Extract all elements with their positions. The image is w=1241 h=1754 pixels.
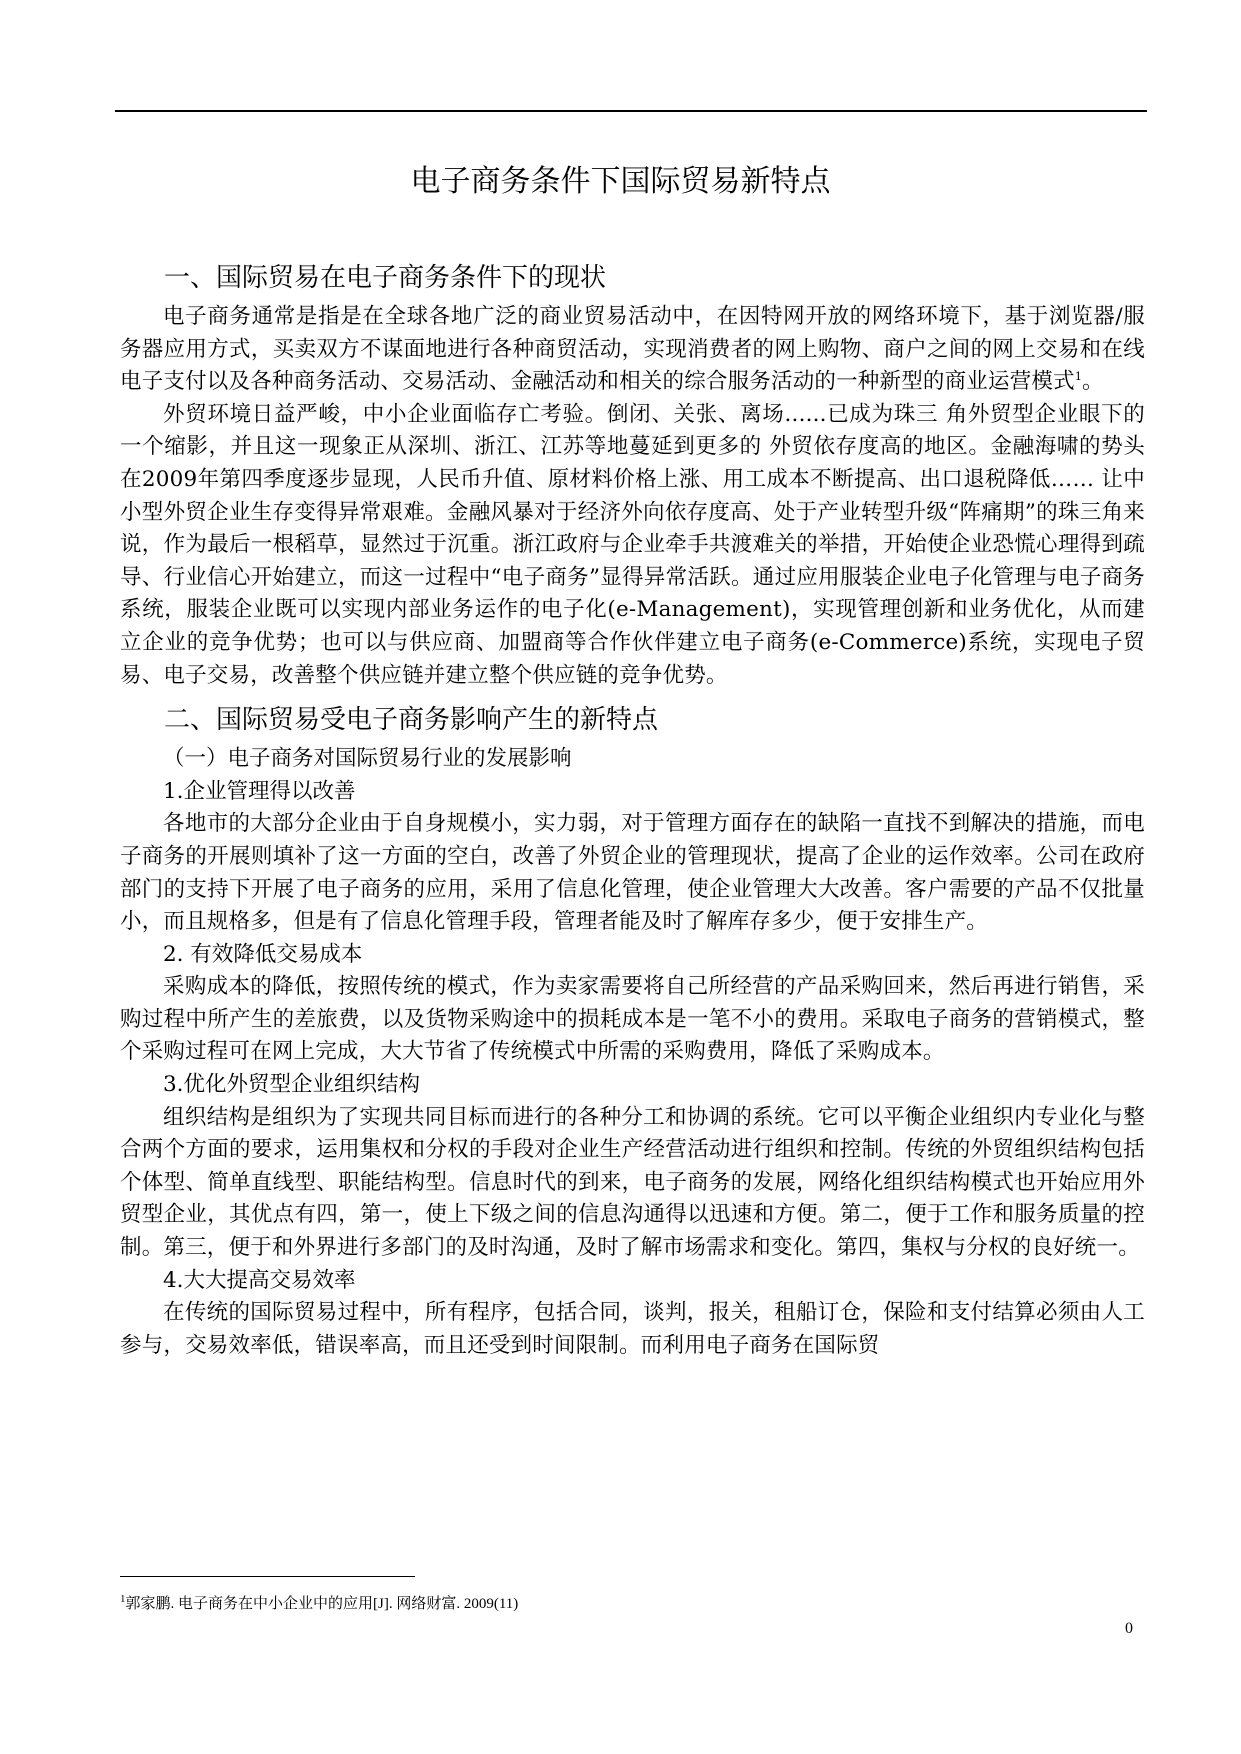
footnote — [120, 1594, 518, 1614]
paragraph-end: 。 — [1082, 369, 1104, 395]
document-title: 电子商务条件下国际贸易新特点 — [410, 164, 831, 199]
paragraph-text: 电子商务通常是指是在全球各地广泛的商业贸易活动中，在因特网开放的网络环境下，基于浏览器/服务器应用方式，买卖双方不谋面地进行各种商贸活动，实现消费者的网上购物、商户之间的网上交易和在线电子支付以及各种商务活动、交易活动、金融活动和相关的综合服务活动的一种新型的商业运营模式 — [120, 304, 1145, 395]
item-title: 3.优化外贸型企业组织结构 — [163, 1072, 421, 1098]
footnote-text: 郭家鹏. 电子商务在中小企业中的应用[J]. 网络财富. 2009(11) — [125, 1596, 519, 1612]
paragraph: 各地市的大部分企业由于自身规模小，实力弱，对于管理方面存在的缺陷一直找不到解决的措施，而电子商务的开展则填补了这一方面的空白，改善了外贸企业的管理现状，提高了企业的运作效率。公司在政府部门的支持下开展了电子商务的应用，采用了信息化管理，使企业管理大大改善。客户需要的产品不仅批量小，而且规格多，但是有了信息化管理手段，管理者能及时了解库存多少，便于安排生产。 — [120, 811, 1145, 935]
footnote-reference[interactable]: 1 — [1074, 370, 1083, 384]
item-title: 4.大大提高交易效率 — [163, 1267, 356, 1293]
paragraph: 外贸环境日益严峻，中小企业面临存亡考验。倒闭、关张、离场......已成为珠三 角外贸型企业眼下的一个缩影，并且这一现象正从深圳、浙江、江苏等地蔓延到更多的 外贸依存度高的地区。金融海啸的势头在2009年第四季度逐步显现，人民币升值、原材料价格上涨、用工成本不断提高、出口退税降低…… 让中小型外贸企业生存变得异常艰难。金融风暴对于经济外向依存度高、处于产业转型升级“阵痛期”的珠三角来说，作为最后一根稻草，显然过于沉重。浙江政府与企业牵手共渡难关的举措，开始使企业恐慌心理得到疏导、行业信心开始建立，而这一过程中“电子商务”显得异常活跃。通过应用服装企业电子化管理与电子商务系统，服装企业既可以实现内部业务运作的电子化(e-Management)，实现管理创新和业务优化，从而建立企业的竞争优势；也可以与供应商、加盟商等合作伙伴建立电子商务(e-Commerce)系统，实现电子贸易、电子交易，改善整个供应链并建立整个供应链的竞争优势。 — [120, 401, 1145, 688]
item-title: 2. 有效降低交易成本 — [163, 941, 363, 967]
header-rule — [115, 110, 1147, 112]
paragraph — [120, 301, 1145, 399]
paragraph: 采购成本的降低，按照传统的模式，作为卖家需要将自己所经营的产品采购回来，然后再进行销售，采购过程中所产生的差旅费，以及货物采购途中的损耗成本是一笔不小的费用。采取电子商务的营销模式，整个采购过程可在网上完成，大大节省了传统模式中所需的采购费用，降低了采购成本。 — [120, 974, 1145, 1065]
subsection-heading: （一）电子商务对国际贸易行业的发展影响 — [163, 746, 572, 772]
paragraph: 在传统的国际贸易过程中，所有程序，包括合同，谈判，报关，租船订仓，保险和支付结算必须由人工参与，交易效率低，错误率高，而且还受到时间限制。而利用电子商务在国际贸 — [120, 1300, 1145, 1358]
footnote-rule — [120, 1576, 415, 1577]
document-body — [120, 258, 1145, 1362]
section-heading-2: 二、国际贸易受电子商务影响产生的新特点 — [164, 705, 659, 736]
section-heading-1: 一、国际贸易在电子商务条件下的现状 — [164, 263, 607, 293]
paragraph: 组织结构是组织为了实现共同目标而进行的各种分工和协调的系统。它可以平衡企业组织内专业化与整合两个方面的要求，运用集权和分权的手段对企业生产经营活动进行组织和控制。传统的外贸组织结构包括个体型、简单直线型、职能结构型。信息时代的到来，电子商务的发展，网络化组织结构模式也开始应用外贸型企业，其优点有四，第一，使上下级之间的信息沟通得以迅速和方便。第二，便于工作和服务质量的控制。第三，便于和外界进行多部门的及时沟通，及时了解市场需求和变化。第四，集权与分权的良好统一。 — [120, 1104, 1145, 1261]
footnote-mark: 1 — [120, 1593, 126, 1605]
item-title: 1.企业管理得以改善 — [163, 778, 356, 804]
page-number: 0 — [1125, 1620, 1133, 1637]
